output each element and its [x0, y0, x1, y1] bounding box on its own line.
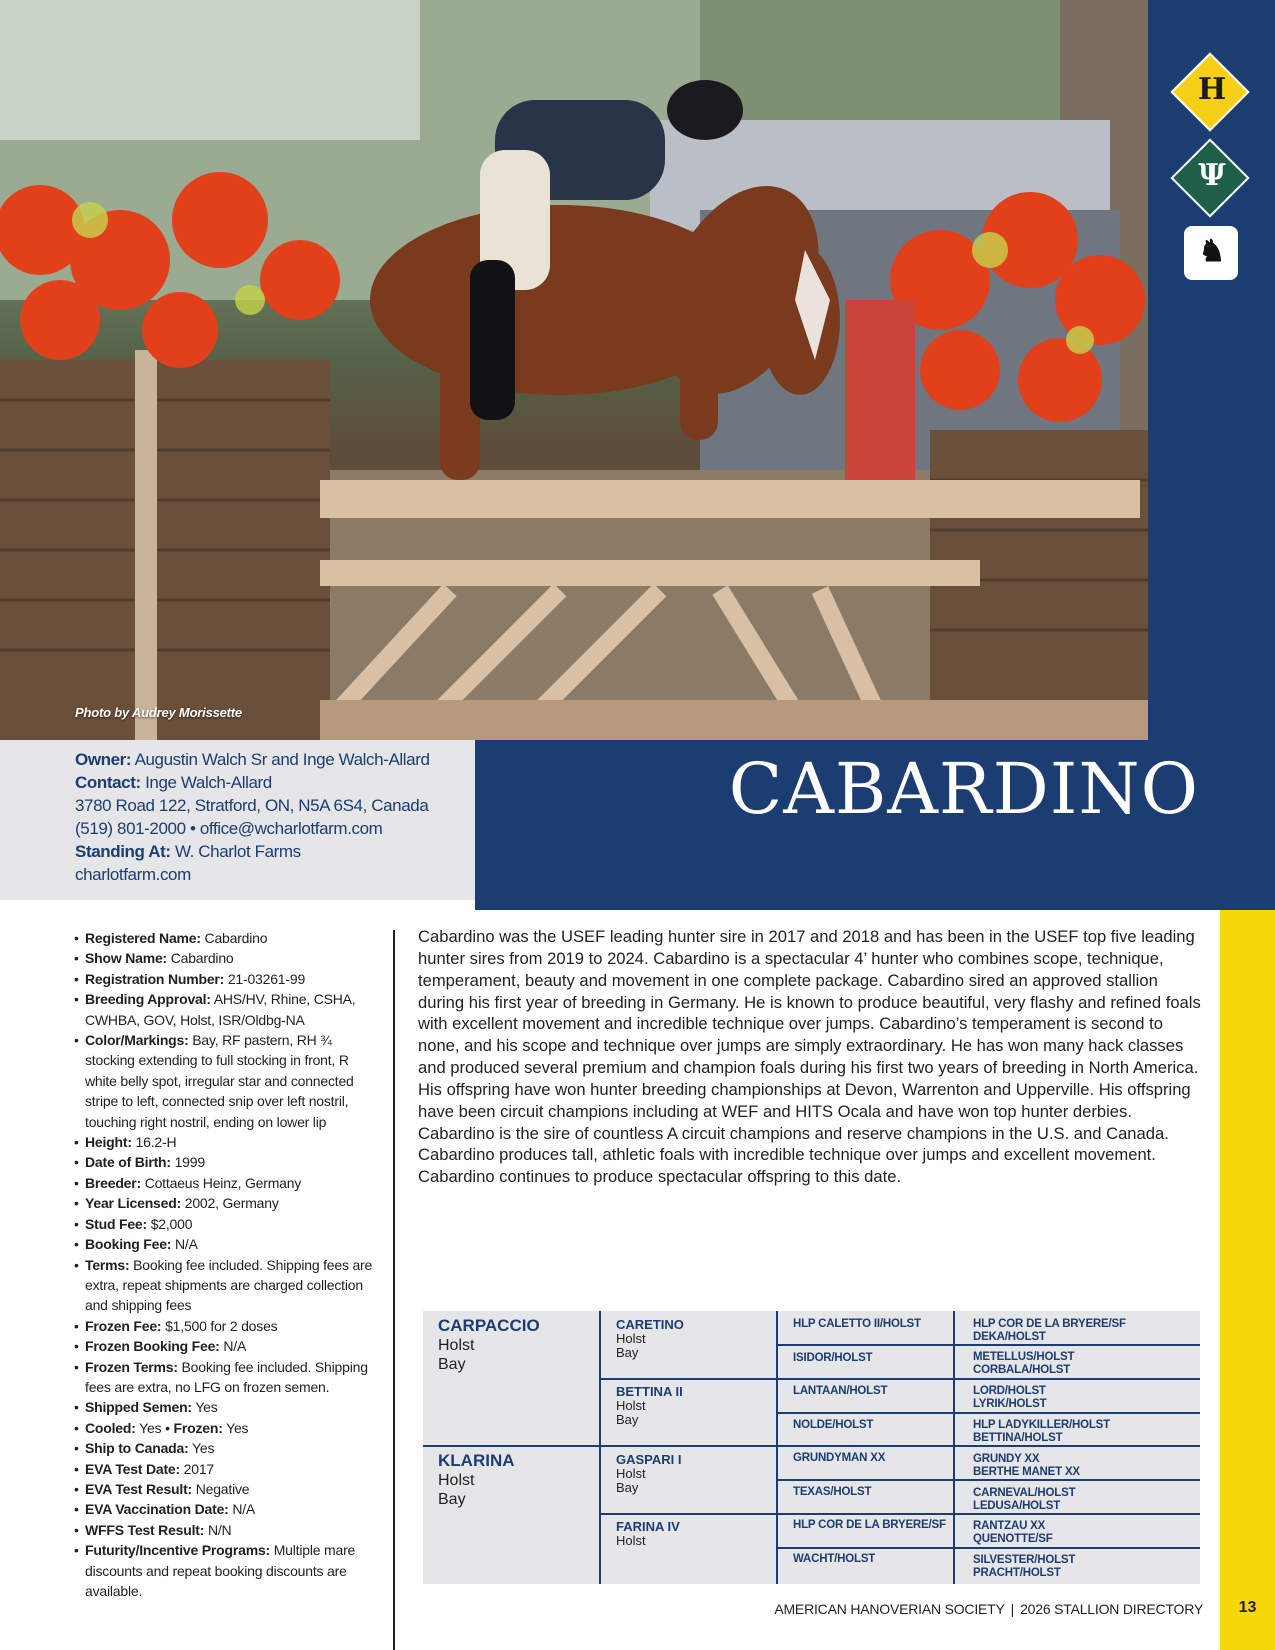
column-divider — [393, 930, 395, 1650]
gen4-dam: QUENOTTE/SF — [973, 1532, 1053, 1545]
pedigree-gen4-pair — [973, 1351, 1074, 1376]
horse-name: CABARDINO — [728, 748, 1199, 830]
page-footer — [774, 1601, 1203, 1617]
grandparent-name: BETTINA II — [616, 1384, 683, 1399]
fact-label: Terms: — [85, 1256, 130, 1273]
sire-name: CARPACCIO — [438, 1316, 540, 1335]
pedigree-table — [423, 1311, 1200, 1584]
fact-item — [74, 1459, 384, 1479]
fact-label: Date of Birth: — [85, 1154, 171, 1171]
gen4-dam: LEDUSA/HOLST — [973, 1499, 1061, 1512]
phone[interactable]: (519) 801-2000 — [75, 819, 186, 838]
fact-item — [74, 1214, 384, 1234]
fact-value: Yes — [192, 1440, 215, 1457]
sire-color: Bay — [438, 1356, 466, 1373]
fact-label: Year Licensed: — [85, 1195, 182, 1212]
fact-value: Booking fee included. Shipping fees are extra, no LFG on frozen semen. — [85, 1358, 368, 1395]
gen4-sire: LORD/HOLST — [973, 1385, 1046, 1397]
pedigree-divider — [776, 1547, 1200, 1549]
contact-line — [75, 771, 475, 794]
fact-label: Height: — [85, 1134, 132, 1151]
fact-label: Registration Number: — [85, 970, 225, 987]
fact-value: N/A — [174, 1236, 198, 1253]
grandparent-name: CARETINO — [616, 1317, 684, 1332]
fact-item — [74, 1173, 384, 1193]
fact-label: Frozen Booking Fee: — [85, 1338, 220, 1355]
fact-value: $2,000 — [150, 1215, 193, 1232]
website-link[interactable]: charlotfarm.com — [75, 865, 191, 884]
owner-line — [75, 748, 475, 771]
fact-item — [74, 1336, 384, 1356]
gen4-dam: CORBALA/HOLST — [973, 1363, 1071, 1376]
grandparent-color: Bay — [616, 1345, 639, 1360]
contact-block — [75, 748, 475, 886]
pedigree-divider — [599, 1513, 1200, 1515]
owner-value: Augustin Walch Sr and Inge Walch-Allard — [134, 750, 430, 769]
dam-name: KLARINA — [438, 1451, 515, 1470]
dam-breed: Holst — [438, 1472, 475, 1489]
bullet-separator: • — [189, 819, 196, 838]
gen4-dam: BERTHE MANET XX — [973, 1465, 1080, 1478]
fact-value: N/N — [207, 1521, 232, 1538]
sire-breed: Holst — [438, 1337, 475, 1354]
pedigree-gen4-pair — [973, 1419, 1110, 1444]
fact-item — [74, 1540, 384, 1601]
pedigree-divider — [423, 1445, 1200, 1447]
standing-label: Standing At: — [75, 842, 171, 861]
pedigree-gen4-pair — [973, 1487, 1075, 1512]
fact-value: Negative — [195, 1480, 250, 1497]
pedigree-grandparent — [616, 1317, 684, 1360]
gen4-sire: METELLUS/HOLST — [973, 1351, 1075, 1363]
antler-glyph: Ψ — [1198, 158, 1226, 193]
fact-value: Cottaeus Heinz, Germany — [144, 1174, 302, 1191]
gen4-sire: RANTZAU XX — [973, 1520, 1046, 1532]
email-link[interactable]: office@wcharlotfarm.com — [199, 819, 383, 838]
fact-item — [74, 1499, 384, 1519]
gen4-sire: HLP COR DE LA BRYERE/SF — [973, 1318, 1126, 1330]
page-number: 13 — [1238, 1599, 1257, 1616]
standing-value: W. Charlot Farms — [174, 842, 301, 861]
fact-item — [74, 1438, 384, 1458]
grandparent-breed: Holst — [616, 1466, 646, 1481]
footer-org: AMERICAN HANOVERIAN SOCIETY — [774, 1601, 1005, 1617]
pedigree-divider — [776, 1479, 1200, 1481]
fact-item — [74, 1255, 384, 1316]
pedigree-grandparent — [616, 1452, 682, 1495]
footer-publication: 2026 STALLION DIRECTORY — [1020, 1601, 1203, 1617]
fact-value: 1999 — [174, 1154, 205, 1171]
fact-value: Cabardino — [170, 950, 234, 967]
contact-label: Contact: — [75, 773, 141, 792]
grandparent-breed: Holst — [616, 1398, 646, 1413]
phone-email-line — [75, 817, 475, 840]
pedigree-gen4-pair — [973, 1520, 1053, 1545]
hanoverian-h-glyph: H — [1197, 72, 1227, 107]
stallion-photo — [0, 0, 1148, 740]
grandparent-breed: Holst — [616, 1331, 646, 1346]
pedigree-divider — [776, 1412, 1200, 1414]
fact-value: Cabardino — [204, 930, 268, 946]
fact-value: Booking fee included. Shipping fees are extra, repeat shipments are charged collection and shipping fees — [85, 1256, 373, 1314]
fact-value: N/A — [232, 1501, 256, 1518]
fact-label: Color/Markings: — [85, 1032, 189, 1049]
fact-label: Futurity/Incentive Programs: — [85, 1542, 270, 1559]
pedigree-gen4-pair — [973, 1554, 1075, 1579]
fact-item — [74, 989, 384, 1030]
pedigree-divider — [599, 1311, 601, 1584]
gen4-dam: DEKA/HOLST — [973, 1330, 1046, 1343]
fact-label: EVA Test Result: — [85, 1480, 193, 1497]
grandparent-name: FARINA IV — [616, 1519, 680, 1534]
fact-label: Cooled: — [85, 1419, 136, 1436]
fact-label: Show Name: — [85, 950, 168, 967]
gen4-dam: BETTINA/HOLST — [973, 1431, 1063, 1444]
pedigree-gen4-pair — [973, 1385, 1046, 1410]
fact-item — [74, 928, 384, 948]
pedigree-divider — [776, 1311, 778, 1584]
fact-item — [74, 969, 384, 989]
fact-label: EVA Test Date: — [85, 1460, 180, 1477]
grandparent-name: GASPARI I — [616, 1452, 682, 1467]
fact-label: Ship to Canada: — [85, 1440, 189, 1457]
gen4-dam: PRACHT/HOLST — [973, 1566, 1061, 1579]
fact-value: AHS/HV, Rhine, CSHA, CWHBA, GOV, Holst, ISR/Oldbg-NA — [85, 991, 356, 1028]
fact-label: Frozen Fee: — [85, 1317, 162, 1334]
contact-value: Inge Walch-Allard — [145, 773, 272, 792]
fact-value: Yes — [226, 1419, 249, 1436]
gen4-sire: CARNEVAL/HOLST — [973, 1487, 1076, 1499]
fact-value: 2002, Germany — [184, 1195, 279, 1212]
pedigree-grandparent — [616, 1384, 683, 1427]
dam-color: Bay — [438, 1491, 466, 1508]
fact-value: Bay, RF pastern, RH ¾ stocking extending to full stocking in front, R white belly spot, irregular star and connected stripe to left, connected snip over left nostril, touching right nostril, ending on lower lip — [85, 1032, 354, 1130]
pedigree-gen3: LANTAAN/HOLST — [793, 1385, 888, 1397]
photo-credit: Photo by Audrey Morissette — [75, 705, 242, 720]
pedigree-gen3: WACHT/HOLST — [793, 1553, 876, 1565]
grandparent-breed: Holst — [616, 1533, 646, 1548]
owner-label: Owner: — [75, 750, 132, 769]
fact-label: Booking Fee: — [85, 1236, 172, 1253]
pedigree-gen3: HLP COR DE LA BRYERE/SF — [793, 1519, 946, 1531]
fact-value: $1,500 for 2 doses — [165, 1317, 278, 1334]
fact-value: 2017 — [183, 1460, 215, 1477]
pedigree-gen3: ISIDOR/HOLST — [793, 1352, 873, 1364]
gen4-sire: GRUNDY XX — [973, 1453, 1040, 1465]
photo-illustration — [0, 0, 1148, 740]
pedigree-gen3: TEXAS/HOLST — [793, 1486, 872, 1498]
pedigree-gen4-pair — [973, 1318, 1126, 1343]
fact-value: 16.2-H — [135, 1134, 177, 1151]
fact-item — [74, 1132, 384, 1152]
fact-item — [74, 1479, 384, 1499]
fact-item — [74, 1030, 384, 1132]
gen4-sire: HLP LADYKILLER/HOLST — [973, 1419, 1110, 1431]
fact-label: WFFS Test Result: — [85, 1521, 205, 1538]
address-line: 3780 Road 122, Stratford, ON, N5A 6S4, Canada — [75, 796, 429, 815]
fact-label: Frozen: — [173, 1419, 223, 1436]
fact-label: Frozen Terms: — [85, 1358, 178, 1375]
fact-item — [74, 1520, 384, 1540]
standing-line — [75, 840, 475, 863]
grandparent-color: Bay — [616, 1412, 639, 1427]
pedigree-grandparent — [616, 1519, 680, 1548]
fact-value: N/A — [223, 1338, 247, 1355]
pedigree-gen4-pair — [973, 1453, 1080, 1478]
fact-label: Registered Name: — [85, 930, 201, 946]
pedigree-gen3: NOLDE/HOLST — [793, 1419, 874, 1431]
fact-label: EVA Vaccination Date: — [85, 1501, 229, 1518]
pedigree-divider — [776, 1344, 1200, 1346]
gen4-dam: LYRIK/HOLST — [973, 1397, 1047, 1410]
pedigree-divider — [599, 1378, 1200, 1380]
facts-list — [74, 928, 384, 1601]
fact-item — [74, 1357, 384, 1398]
fact-value: Yes — [139, 1419, 162, 1436]
fact-item — [74, 1234, 384, 1254]
yellow-accent-strip — [1220, 910, 1275, 1650]
pedigree-gen3: GRUNDYMAN XX — [793, 1452, 886, 1464]
grandparent-color: Bay — [616, 1480, 639, 1495]
stallion-description: Cabardino was the USEF leading hunter sire in 2017 and 2018 and has been in the USEF top five leading hunter sires from 2019 to 2024. Cabardino is a spectacular 4’ hunter who combines scope, technique, temperament, beauty and movement in one complete package. Cabardino sired an approved stallion during his first year of breeding in Germany. He is known to produce beautiful, very flashy and refined foals with excellent movement and incredible technique over jumps. Cabardino’s temperament is second to none, and his scope and technique over jumps are simply extraordinary. He has won many hack classes and produced several premium and champion foals during his first two years of breeding in North America. His offspring have won hunter breeding championships at Devon, Warrenton and Upperville. His offspring have been circuit champions including at WEF and HITS Ocala and have won top hunter derbies. Cabardino is the sire of countless A circuit champions and reserve champions in the U.S. and Canada. Cabardino produces tall, athletic foals with incredible technique over jumps and excellent movement. Cabardino continues to produce spectacular offspring to this date. — [418, 927, 1201, 1187]
fact-value: Yes — [195, 1399, 218, 1416]
fact-value: 21-03261-99 — [227, 970, 306, 987]
fact-value: Multiple mare discounts and repeat booking discounts are available. — [85, 1542, 356, 1599]
fact-item: • Cooled: Yes • Frozen: Yes — [74, 1418, 384, 1438]
pedigree-divider — [953, 1311, 955, 1584]
fact-item — [74, 1397, 384, 1417]
horse-head-glyph: ♞ — [1198, 234, 1226, 269]
pedigree-gen3: HLP CALETTO II/HOLST — [793, 1318, 921, 1330]
fact-item — [74, 948, 384, 968]
fact-item — [74, 1316, 384, 1336]
fact-item — [74, 1193, 384, 1213]
fact-label: Breeding Approval: — [85, 991, 211, 1008]
fact-item — [74, 1152, 384, 1172]
fact-label: Breeder: — [85, 1174, 141, 1191]
pedigree-sire — [438, 1316, 540, 1374]
pedigree-dam — [438, 1451, 515, 1509]
gen4-sire: SILVESTER/HOLST — [973, 1554, 1076, 1566]
fact-label: Shipped Semen: — [85, 1399, 192, 1416]
fact-label: Stud Fee: — [85, 1215, 147, 1232]
footer-divider: | — [1010, 1601, 1015, 1617]
